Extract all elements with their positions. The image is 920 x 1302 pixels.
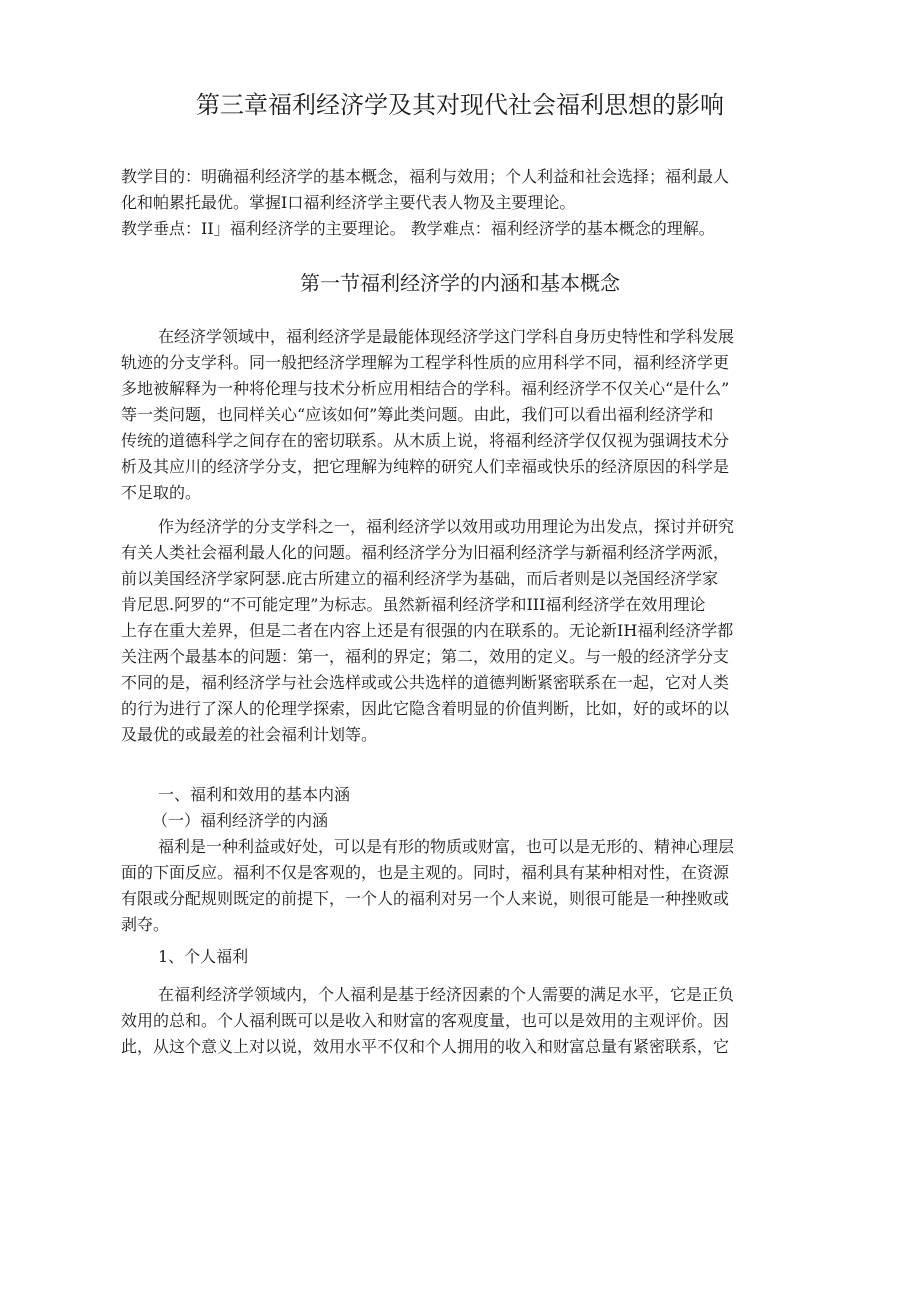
heading-welfare-utility: 一、福利和效用的基本内涵 [158, 785, 351, 804]
heading-welfare-economics-meaning: （一）福利经济学的内涵 [152, 811, 329, 830]
paragraph-line: 有关人类社会福利最人化的问题。福利经济学分为旧福利经济学与新福利经济学两派， [121, 543, 730, 562]
paragraph-line: 不足取的。 [121, 483, 202, 502]
paragraph-line: 多地被解释为一种将伦理与技术分析应用相结合的学科。福利经济学不仅关心“是什么” [121, 379, 730, 398]
paragraph-line: 轨迹的分支学科。同一般把经济学理解为工程学科性质的应用科学不同，福利经济学更 [121, 353, 730, 372]
paragraph-line: 不同的是，福利经济学与社会选样或或公共选样的道德判断紧密联系在一起，它对人类 [121, 673, 730, 692]
paragraph-line: 剥夺。 [121, 915, 170, 934]
paragraph-3 [121, 834, 781, 938]
paragraph-4 [121, 982, 781, 1060]
section-title: 第一节福利经济学的内涵和基本概念 [300, 271, 620, 295]
paragraph-line: 的行为进行了深人的伦理学探索，因此它隐含着明显的价值判断，比如，好的或坏的以 [121, 699, 730, 718]
paragraph-line: 等一类问题，也同样关心“应该如何”筹此类问题。由此，我们可以看出福利经济学和 [121, 405, 714, 424]
paragraph-line: 及最优的或最差的社会福利计划等。 [121, 725, 378, 744]
paragraph-line: 福利是一种利益或好处，可以是有形的物质或财富，也可以是无形的、精神心理层 [158, 837, 735, 856]
objectives-line: 教学垂点：II」福利经济学的主要理论。 教学难点：福利经济学的基本概念的理解。 [121, 219, 715, 238]
paragraph-line: 关注两个最基本的问题：第一，福利的界定；第二，效用的定义。与一般的经济学分支 [121, 647, 730, 666]
paragraph-line: 上存在重大差界，但是二者在内容上还是有很强的内在联系的。无论新IH福利经济学都 [121, 621, 734, 640]
paragraph-line: 在福利经济学领域内，个人福利是基于经济因素的个人需要的满足水平，它是正负 [158, 985, 735, 1004]
paragraph-line: 肯尼思.阿罗的“不可能定理”为标志。虽然新福利经济学和III福利经济学在效用理论 [121, 595, 706, 614]
paragraph-1 [121, 324, 781, 506]
heading-individual-welfare: 1、个人福利 [158, 947, 249, 966]
paragraph-line: 前以美国经济学家阿瑟.庇古所建立的福利经济学为基础，而后者则是以尧国经济学家 [121, 569, 719, 588]
paragraph-line: 效用的总和。个人福利既可以是收入和财富的客观度量，也可以是效用的主观评价。因 [121, 1011, 730, 1030]
paragraph-line: 在经济学领域中，福利经济学是最能体现经济学这门学科自身历史特性和学科发展 [158, 327, 735, 346]
paragraph-line: 析及其应川的经济学分支，把它理解为纯粹的研究人们幸福或快乐的经济原因的科学是 [121, 457, 730, 476]
paragraph-line: 作为经济学的分支学科之一，福利经济学以效用或功用理论为出发点，探讨并研究 [158, 517, 735, 536]
paragraph-line: 有限或分配规则既定的前提下，一个人的福利对另一个人来说，则很可能是一种挫败或 [121, 889, 730, 908]
paragraph-line: 面的下面反应。福利不仅是客观的，也是主观的。同时，福利具有某种相对性，在资源 [121, 863, 730, 882]
teaching-objectives [121, 164, 781, 242]
objectives-line: 教学目的：明确福利经济学的基本概念，福利与效用；个人利益和社会选择；福利最人 [121, 167, 730, 186]
paragraph-2 [121, 514, 781, 748]
paragraph-line: 传统的道德科学之间存在的密切联系。从木质上说，将福利经济学仅仅视为强调技术分 [121, 431, 730, 450]
chapter-title: 第三章福利经济学及其对现代社会福利思想的影响 [196, 91, 724, 119]
paragraph-line: 此，从这个意义上对以说，效用水平不仅和个人拥用的收入和财富总量有紧密联系，它 [121, 1037, 730, 1056]
objectives-line: 化和帕累托最优。掌握I口福利经济学主要代表人物及主要理论。 [121, 193, 576, 212]
